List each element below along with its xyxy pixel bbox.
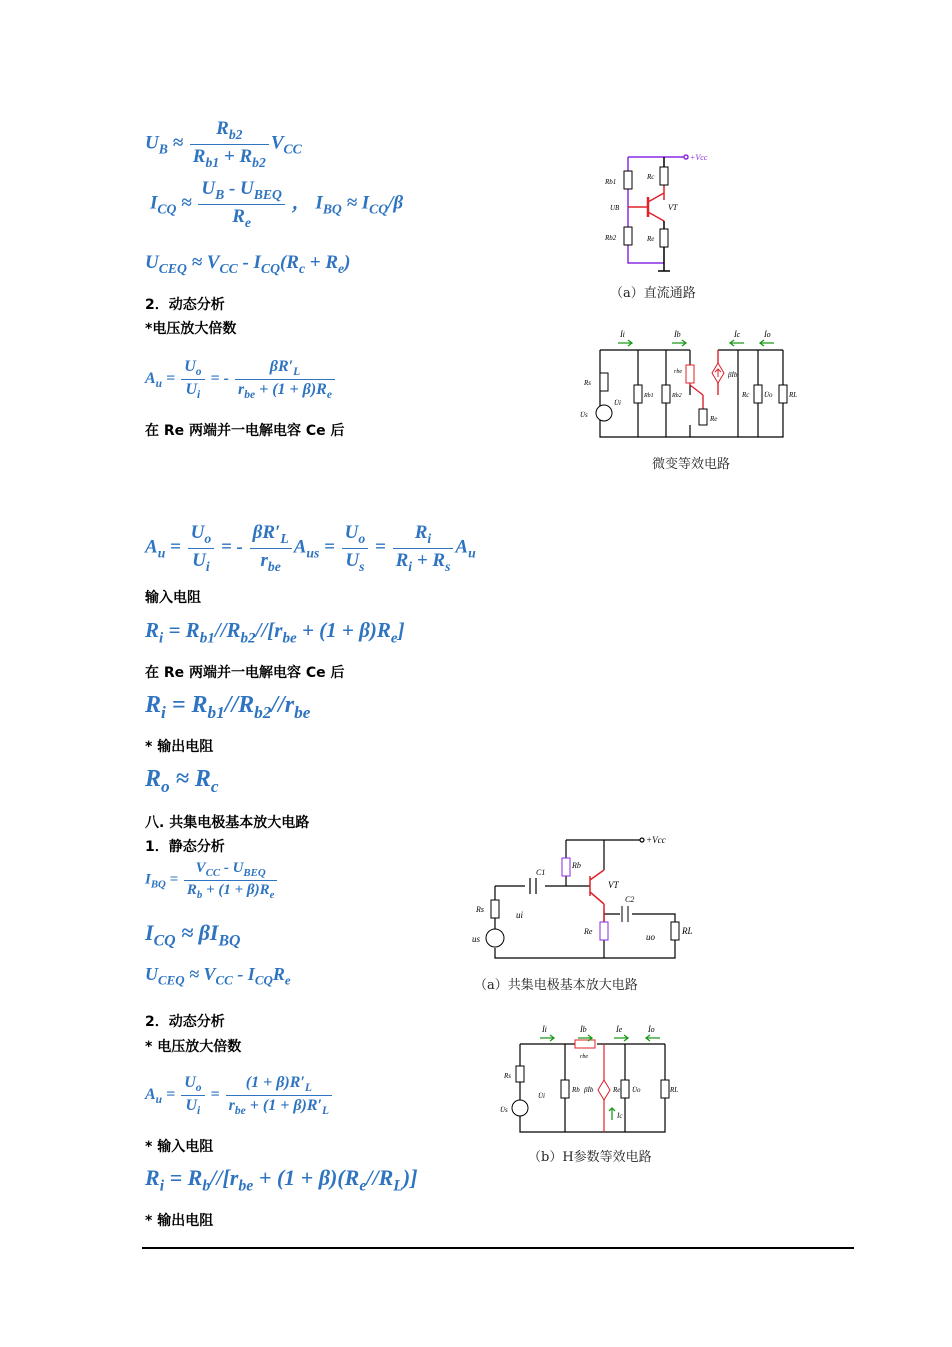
figure-h-parameter [500, 1020, 680, 1140]
label-input-resistance: 输入电阻 [145, 590, 201, 606]
label-ie: İe [616, 1025, 623, 1034]
heading-dynamic-analysis: 2．动态分析 [145, 297, 225, 313]
label-rb1: Rb1 [605, 178, 617, 186]
figure-common-collector [470, 830, 710, 970]
subheading-voltage-gain: *电压放大倍数 [145, 321, 237, 337]
section-title-common-collector: 八. 共集电极基本放大电路 [145, 815, 310, 831]
label-ui: ui [516, 910, 524, 920]
label-re: Re [584, 927, 593, 936]
formula-au-1: $A_u$ = $\frac{U_o}{U_i}$ = - $\frac{\beta R'_L}{r_{be} + (1 + \beta)R_e}$ [145, 358, 337, 401]
label-rb1: Rb1 [644, 393, 654, 399]
formula-icq-cc: $I_{CQ} \approx \beta I_{BQ}$ [145, 920, 241, 950]
formula-ri-cc: $R_i = R_b//[r_{be} + (1 + \beta)(R_e//R_L)]$ [145, 1165, 418, 1195]
label-output-resistance: * 输出电阻 [145, 739, 214, 755]
label-uo: uo [646, 932, 655, 942]
label-rbe: rbe [580, 1054, 588, 1060]
label-vcc: +Vcc [690, 153, 708, 162]
label-ui: U̇i [614, 399, 621, 407]
heading-dynamic-analysis-cc: 2．动态分析 [145, 1014, 225, 1030]
label-io: İo [648, 1025, 655, 1034]
label-rl: RL [670, 1086, 679, 1094]
label-vcc: +Vcc [646, 835, 666, 845]
label-ib: İb [674, 330, 681, 339]
formula-au-2: $A_u$ = $\frac{U_o}{U_i}$ = - $\frac{\beta R'_L}{r_{be}}$ $A_{us}$ = $\frac{U_o}{U_s}$ = $\frac{R_i}{R_i + R_s}$ $A_u$ [145, 522, 476, 574]
label-c1: C1 [536, 868, 546, 877]
label-vt: VT [668, 203, 678, 212]
note-ce-parallel-2: 在 Re 两端并一电解电容 Ce 后 [145, 665, 345, 681]
label-ii: İi [542, 1025, 547, 1034]
formula-ri-2: $R_i = R_{b1}//R_{b2}//r_{be}$ [145, 692, 311, 723]
label-beta-ib: βİb [584, 1086, 594, 1094]
label-rl: RL [682, 926, 693, 936]
heading-static-analysis: 1．静态分析 [145, 839, 225, 855]
label-ui: U̇i [538, 1092, 545, 1100]
label-rbe: rbe [674, 369, 682, 375]
label-re: Re [710, 415, 718, 423]
label-vt: VT [608, 880, 619, 890]
label-rl: RL [789, 391, 798, 399]
formula-au-cc: $A_u$ = $\frac{U_o}{U_i}$ = $\frac{(1 + \beta)R'_L}{r_{be} + (1 + \beta)R'_L}$ [145, 1074, 334, 1117]
label-rb: Rb [572, 1086, 580, 1094]
label-us: U̇s [580, 411, 588, 419]
label-io: İo [764, 330, 771, 339]
label-uo: U̇o [632, 1086, 641, 1094]
label-rs: Rs [476, 905, 484, 914]
footer-rule [142, 1247, 854, 1249]
figure-small-signal [578, 325, 798, 450]
label-re: Re [613, 1086, 621, 1094]
label-c2: C2 [625, 895, 635, 904]
label-ub: UB [610, 204, 620, 212]
label-beta-ib: βİb [728, 371, 738, 379]
label-rs: Rs [584, 379, 591, 387]
label-output-resistance-cc: * 输出电阻 [145, 1213, 214, 1229]
formula-ub: $U_B$ ≈ $\frac{R_{b2}}{R_{b1} + R_{b2}}$ $V_{CC}$ [145, 118, 302, 170]
label-ii: İi [620, 330, 625, 339]
formula-ro: $R_o \approx R_c$ [145, 766, 219, 797]
formula-icq: $I_{CQ}$ ≈ $\frac{U_B - U_{BEQ}}{R_e}$ ， $I_{BQ} \approx I_{CQ}/\beta$ [150, 178, 404, 230]
label-ic: İc [734, 330, 741, 339]
label-ic: İc [617, 1112, 623, 1120]
note-ce-parallel-1: 在 Re 两端并一电解电容 Ce 后 [145, 423, 345, 439]
label-rs: Rs [504, 1072, 511, 1080]
label-re: Re [647, 235, 655, 243]
label-rb2: Rb2 [605, 234, 617, 242]
label-rc: Rc [647, 173, 655, 181]
label-uo: U̇o [764, 391, 773, 399]
caption-figure-a: （a）直流通路 [610, 286, 696, 301]
label-us: us [472, 934, 481, 944]
figure-dc-path [600, 145, 730, 280]
formula-ibq: $I_{BQ}$ = $\frac{V_{CC} - U_{BEQ}}{R_b + (1 + \beta)R_e}$ [145, 860, 279, 901]
caption-figure-c: （a）共集电极基本放大电路 [474, 978, 638, 993]
formula-ri-1: $R_i = R_{b1}//R_{b2}//[r_{be} + (1 + \beta)R_e]$ [145, 618, 405, 647]
label-rb: Rb [572, 861, 581, 870]
label-rb2: Rb2 [672, 393, 682, 399]
label-input-resistance-cc: * 输入电阻 [145, 1139, 214, 1155]
formula-uceq: $U_{CEQ} \approx V_{CC} - I_{CQ}(R_c + R_e)$ [145, 252, 351, 276]
formula-uceq-cc: $U_{CEQ} \approx V_{CC} - I_{CQ}R_e$ [145, 964, 291, 988]
label-ib: İb [580, 1025, 587, 1034]
label-us: U̇s [500, 1106, 508, 1114]
caption-figure-b: 微变等效电路 [652, 457, 731, 472]
caption-figure-d: （b）H参数等效电路 [528, 1150, 652, 1165]
subheading-voltage-gain-cc: * 电压放大倍数 [145, 1039, 242, 1055]
label-rc: Rc [742, 391, 750, 399]
